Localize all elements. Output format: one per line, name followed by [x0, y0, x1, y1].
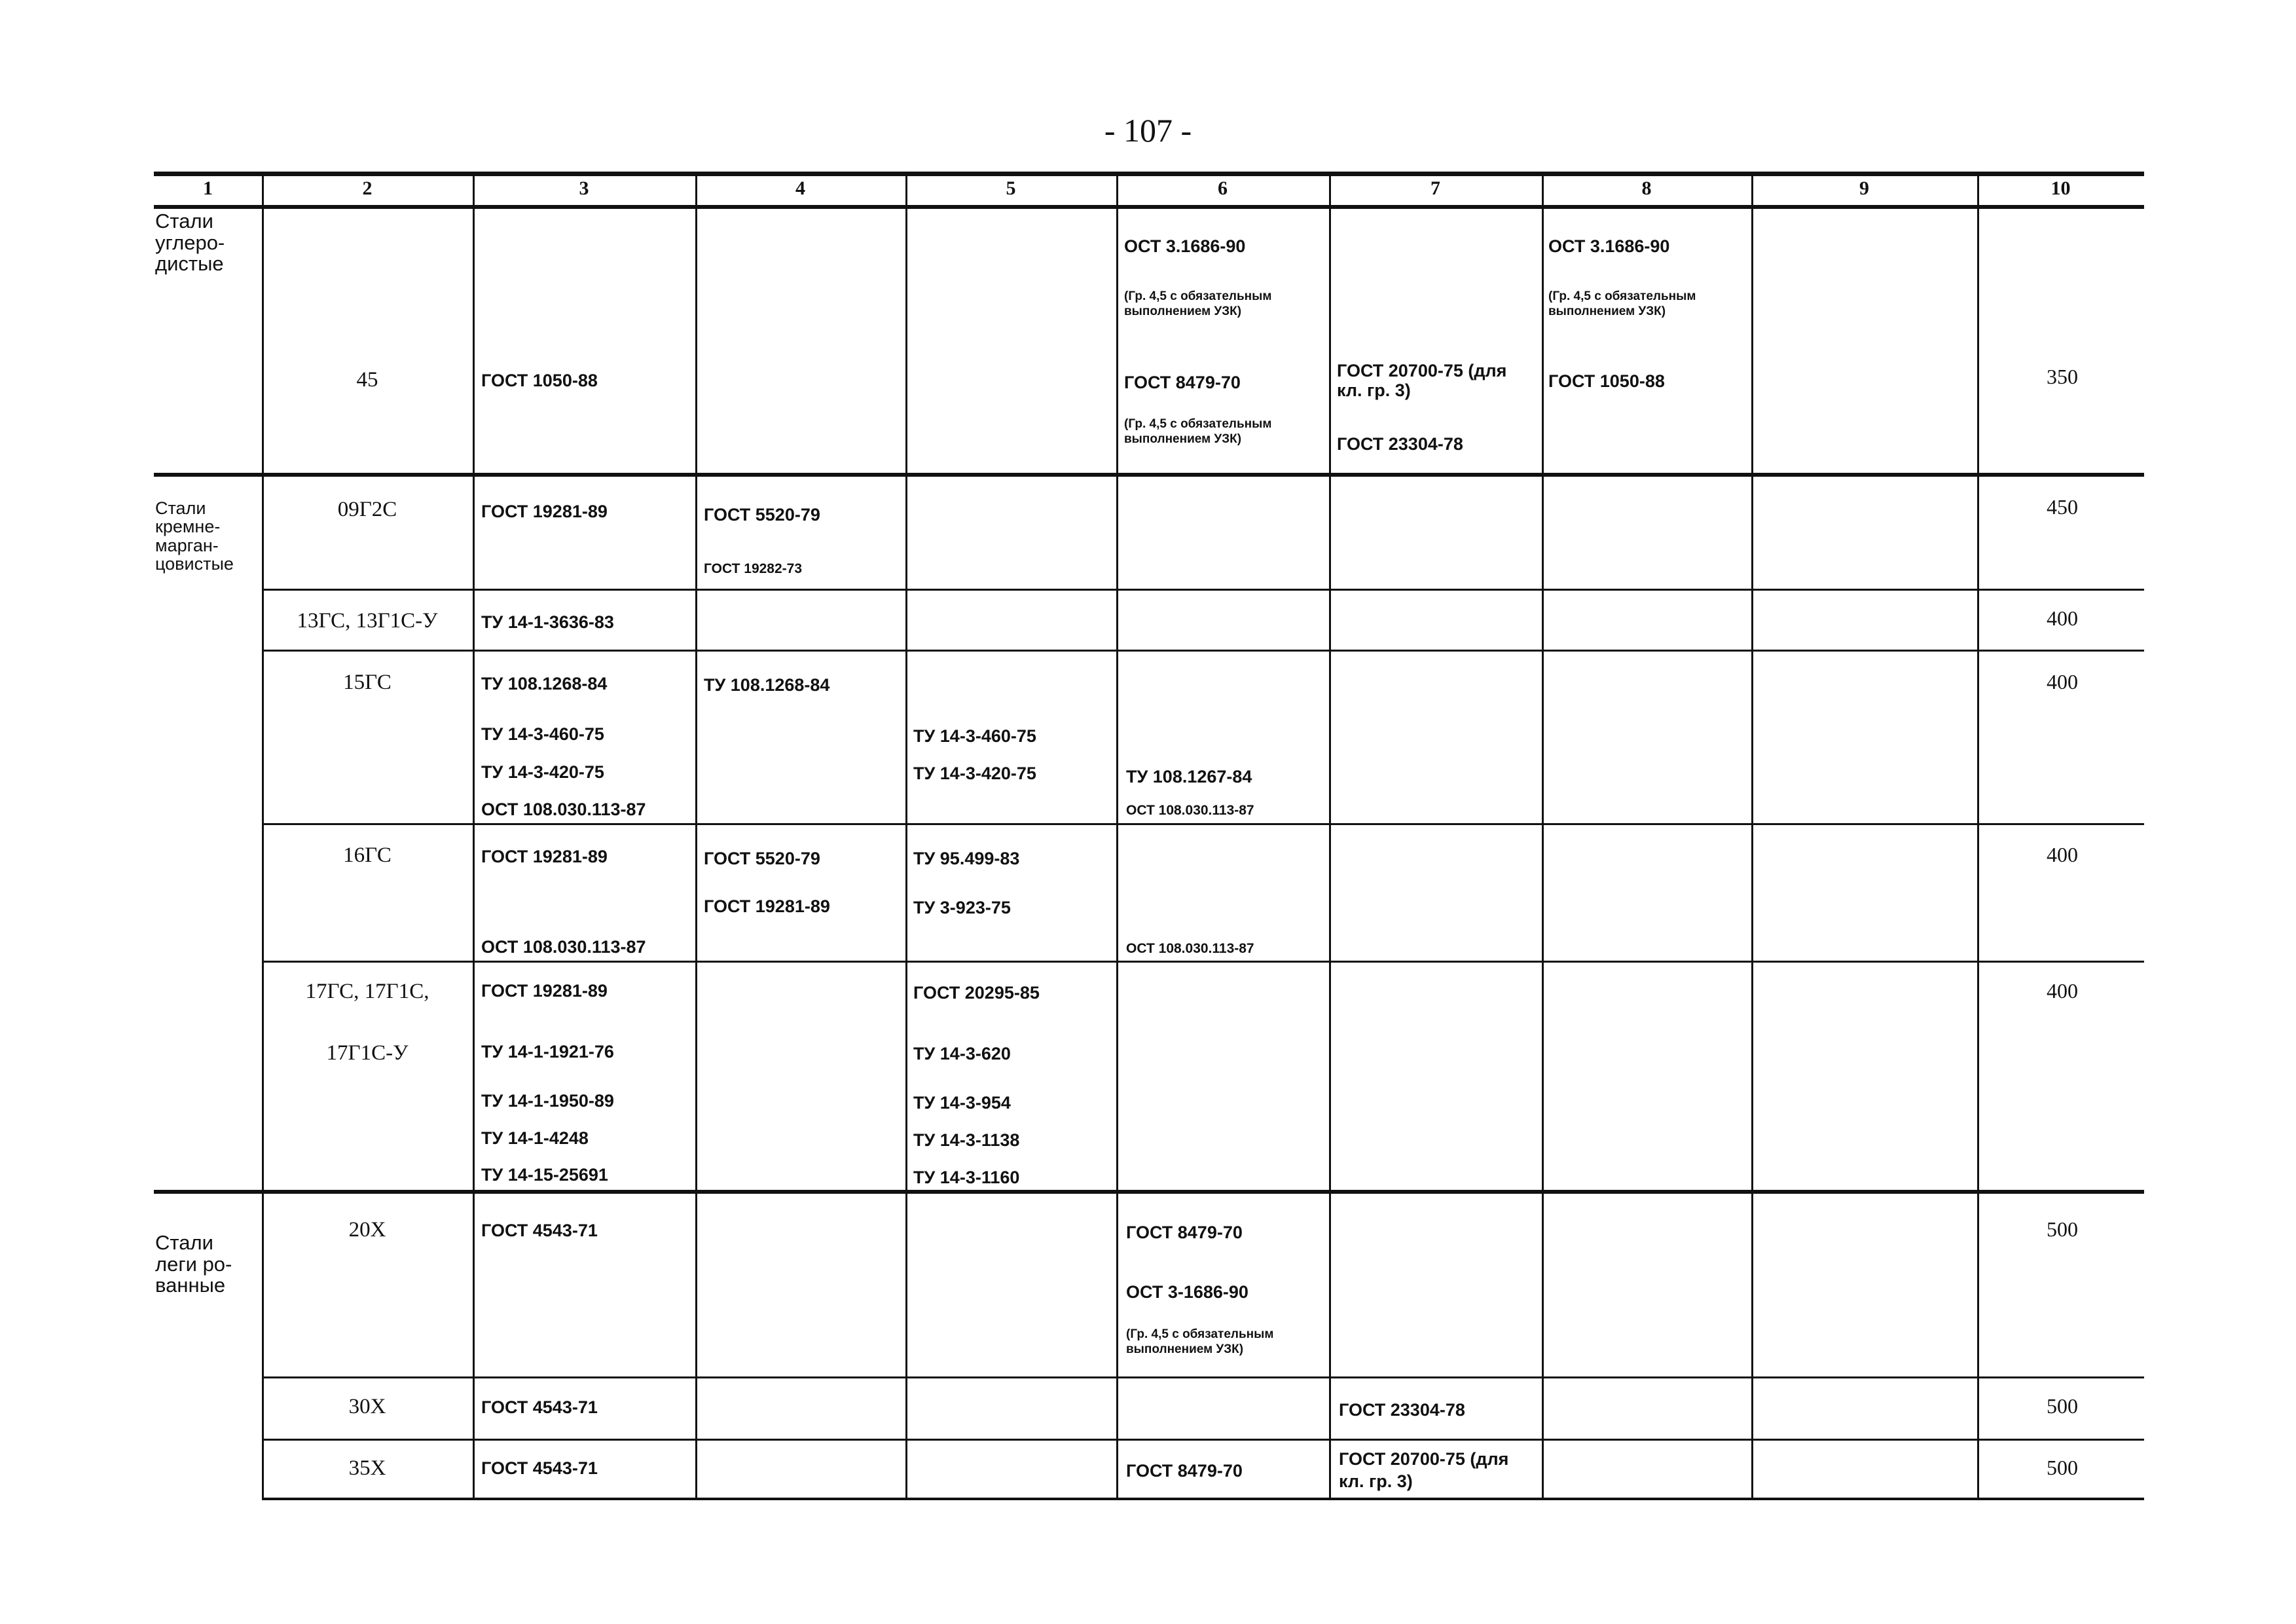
standard-note: (Гр. 4,5 с обязательным выполнением УЗК) [1124, 417, 1272, 446]
standard-ref: ГОСТ 8479-70 [1126, 1461, 1243, 1481]
standard-ref: ГОСТ 8479-70 [1126, 1223, 1243, 1242]
column-header: 5 [1006, 177, 1016, 199]
column-header: 6 [1218, 177, 1228, 199]
column-header: 8 [1641, 177, 1652, 199]
standard-ref: ТУ 14-3-620 [913, 1044, 1011, 1063]
group-label: Стали леги ро-ванные [155, 1231, 232, 1297]
standard-ref: ТУ 3-923-75 [913, 898, 1011, 917]
col-rule [1116, 172, 1118, 1500]
col-rule [1542, 172, 1544, 1500]
column-header: 9 [1859, 177, 1869, 199]
value: 500 [2047, 1456, 2078, 1479]
sm-group-rule [154, 1190, 2144, 1194]
standard-ref: ГОСТ 5520-79 [704, 849, 820, 868]
standard-ref: ГОСТ 1050-88 [1548, 371, 1665, 391]
row-rule [262, 823, 2144, 825]
standard-ref: ТУ 14-1-3636-83 [481, 612, 614, 632]
column-header: 10 [2050, 177, 2071, 199]
standard-ref: ТУ 14-1-1921-76 [481, 1042, 614, 1061]
value: 400 [2047, 979, 2078, 1003]
standard-ref: ТУ 14-3-420-75 [913, 764, 1036, 783]
standard-ref: ТУ 14-3-460-75 [481, 724, 604, 744]
row-rule [262, 650, 2144, 652]
standard-ref: ТУ 108.1267-84 [1126, 767, 1252, 786]
standard-ref: ТУ 14-1-4248 [481, 1128, 589, 1148]
standard-ref: ГОСТ 20700-75 (для кл. гр. 3) [1337, 361, 1507, 400]
group-label: Стали кремне-марган-цовистые [155, 498, 234, 574]
col-rule [695, 172, 697, 1500]
column-header: 1 [203, 177, 213, 199]
steel-grade: 45 [356, 368, 378, 392]
standard-ref: ГОСТ 19281-89 [481, 847, 608, 866]
standard-ref: ТУ 14-3-954 [913, 1093, 1011, 1113]
standard-note: (Гр. 4,5 с обязательным выполнением УЗК) [1548, 289, 1696, 318]
standard-ref: ГОСТ 4543-71 [481, 1221, 598, 1240]
standard-ref: ГОСТ 1050-88 [481, 371, 598, 390]
steel-grade: 20Х [348, 1218, 386, 1242]
table-bottom-rule [262, 1498, 2144, 1500]
col-rule [473, 172, 475, 1500]
standard-ref: ТУ 14-15-25691 [481, 1165, 608, 1185]
standard-ref: ГОСТ 19281-89 [481, 981, 608, 1001]
standard-ref: ОСТ 3-1686-90 [1126, 1282, 1248, 1302]
standard-ref: ТУ 95.499-83 [913, 849, 1020, 868]
row-rule [262, 1439, 2144, 1441]
standard-ref: ГОСТ 20700-75 (для кл. гр. 3) [1339, 1449, 1509, 1491]
standard-ref: ОСТ 108.030.113-87 [481, 937, 646, 957]
standard-ref: ГОСТ 19282-73 [704, 561, 803, 576]
standards-table [154, 172, 2144, 1501]
value: 350 [2047, 365, 2078, 388]
steel-grade: 17Г1С-У [326, 1041, 409, 1065]
carbon-group-rule [154, 473, 2144, 477]
steel-grade: 15ГС [343, 671, 392, 694]
standard-ref: ГОСТ 19281-89 [704, 896, 830, 916]
row-rule [262, 589, 2144, 591]
standard-ref: ГОСТ 19281-89 [481, 502, 608, 521]
value: 450 [2047, 495, 2078, 519]
value: 400 [2047, 843, 2078, 866]
standard-ref: ОСТ 108.030.113-87 [1126, 941, 1254, 956]
standard-note: (Гр. 4,5 с обязательным выполнением УЗК) [1124, 289, 1272, 318]
row-rule [262, 961, 2144, 963]
header-bottom-rule [154, 205, 2144, 209]
col-rule [1329, 172, 1331, 1500]
standard-ref: ГОСТ 23304-78 [1337, 434, 1463, 454]
standard-ref: ГОСТ 8479-70 [1124, 373, 1241, 392]
standard-note: (Гр. 4,5 с обязательным выполнением УЗК) [1126, 1327, 1274, 1356]
page-number: - 107 - [1104, 112, 1192, 149]
standard-ref: ГОСТ 4543-71 [481, 1458, 598, 1478]
standard-ref: ГОСТ 20295-85 [913, 983, 1040, 1003]
standard-ref: ТУ 14-1-1950-89 [481, 1091, 614, 1111]
col-rule [905, 172, 907, 1500]
standard-ref: ТУ 108.1268-84 [704, 675, 830, 695]
steel-grade: 30Х [348, 1395, 386, 1418]
standard-ref: ТУ 108.1268-84 [481, 674, 608, 693]
column-header: 7 [1430, 177, 1440, 199]
standard-ref: ГОСТ 23304-78 [1339, 1400, 1465, 1420]
column-header: 3 [579, 177, 589, 199]
steel-grade: 35Х [348, 1456, 386, 1480]
value: 500 [2047, 1394, 2078, 1418]
standard-ref: ОСТ 3.1686-90 [1548, 236, 1670, 256]
value: 400 [2047, 606, 2078, 630]
steel-grade: 09Г2С [337, 498, 397, 521]
standard-ref: ОСТ 108.030.113-87 [1126, 803, 1254, 818]
standard-ref: ТУ 14-3-420-75 [481, 762, 604, 782]
standard-ref: ТУ 14-3-460-75 [913, 726, 1036, 746]
value: 500 [2047, 1217, 2078, 1241]
standard-ref: ТУ 14-3-1138 [913, 1130, 1020, 1150]
row-rule [262, 1376, 2144, 1378]
standard-ref: ТУ 14-3-1160 [913, 1168, 1020, 1187]
standard-ref: ОСТ 3.1686-90 [1124, 236, 1246, 256]
steel-grade: 13ГС, 13Г1С-У [297, 609, 438, 633]
steel-grade: 16ГС [343, 843, 392, 867]
standard-ref: ГОСТ 5520-79 [704, 505, 820, 525]
standard-ref: ГОСТ 4543-71 [481, 1397, 598, 1417]
value: 400 [2047, 670, 2078, 693]
column-header: 4 [795, 177, 805, 199]
group-label: Стали углеро-дистые [155, 210, 225, 276]
col-rule [1751, 172, 1753, 1500]
column-header: 2 [362, 177, 373, 199]
steel-grade: 17ГС, 17Г1С, [305, 980, 429, 1003]
standard-ref: ОСТ 108.030.113-87 [481, 800, 646, 819]
